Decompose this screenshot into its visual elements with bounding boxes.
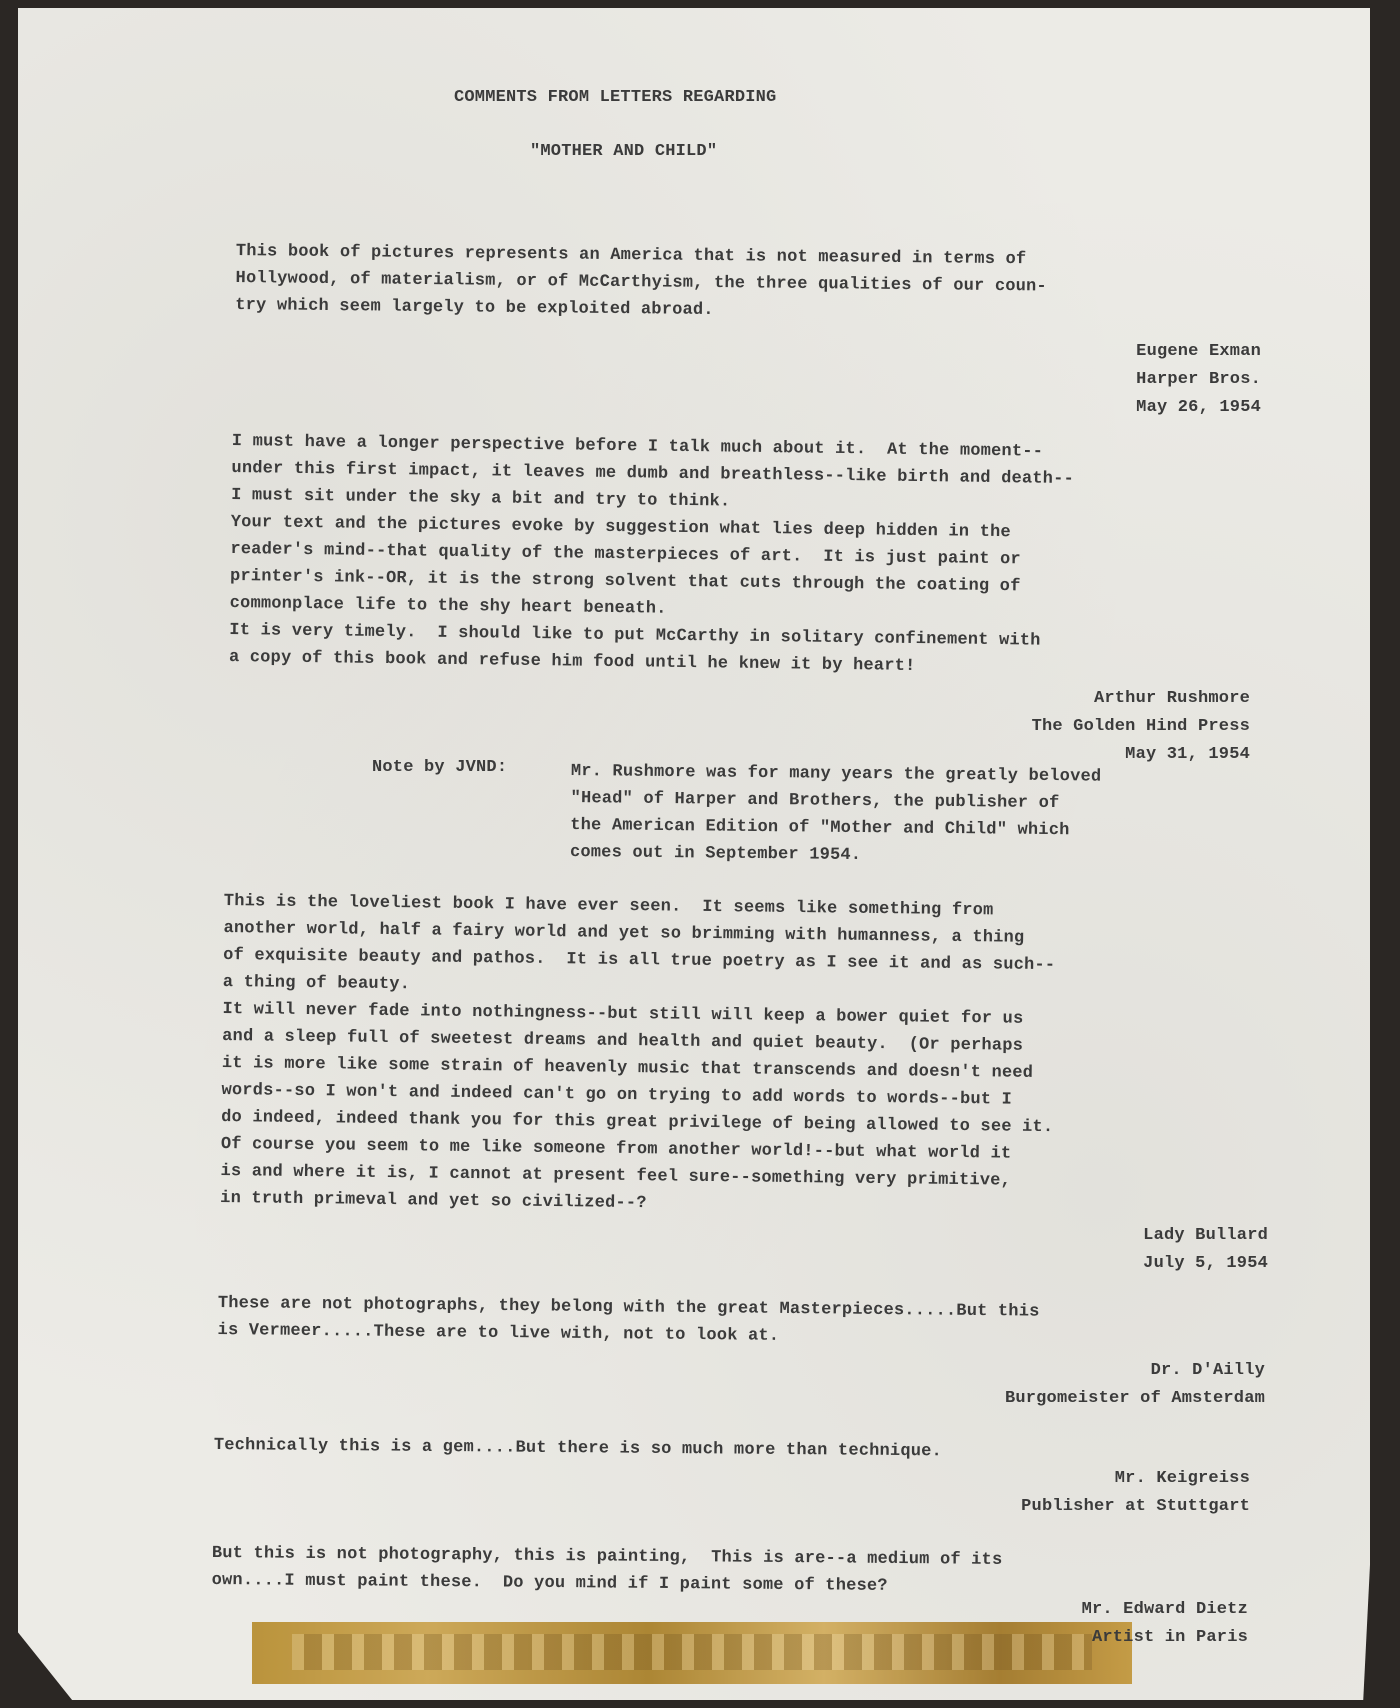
comment-dailly-text: These are not photographs, they belong with the great Masterpieces.....But this is Vermeer.....These are to live with, not to look at. [217, 1293, 1040, 1346]
comment-keigreiss-signature: Mr. Keigreiss Publisher at Stuttgart [1021, 1469, 1250, 1516]
note-text: Mr. Rushmore was for many years the greatly beloved "Head" of Harper and Brothers, the publisher of the American Edition of "Mother and Child" which comes out in September 1954. [569, 761, 1102, 866]
comment-bullard-text: This is the loveliest book I have ever seen. It seems like something from another world, half a fairy world and yet so brimming with humanness, a thing of exquisite beauty and pathos. It is all true poetry as I see it and as such-- a thing of beauty. It will never fade into nothingness--but still will keep a bower quiet for us and a sleep full of sweetest dreams and health and quiet beauty. (Or perhaps it is more like some strain of heavenly music that transcends and doesn't need words--so I won't and indeed can't go on trying to add words to words--but I do indeed, indeed thank you for this great privilege of being allowed to see it. Of course you seem to me like someone from another world!--but what world it is and where it is, I cannot at present feel sure--something very primitive, in truth primeval and yet so civilized--? [220, 891, 1056, 1214]
note-label: Note by JVND: [372, 758, 508, 777]
comment-exman-text: This book of pictures represents an America that is not measured in terms of Hollywood, of materialism, or of McCarthyism, the three qualities of our coun- try which seem largely to be exploited abroad. [235, 241, 1047, 321]
comment-dietz-text: But this is not photography, this is painting, This is are--a medium of its own....I must paint these. Do you mind if I paint some of these? [211, 1543, 1003, 1596]
comment-rushmore-signature: Arthur Rushmore The Golden Hind Press May 31, 1954 [1031, 689, 1250, 764]
document-subtitle: "MOTHER AND CHILD" [530, 142, 718, 161]
comment-dailly-signature: Dr. D'Ailly Burgomeister of Amsterdam [1004, 1361, 1265, 1408]
comment-rushmore-text: I must have a longer perspective before I talk much about it. At the moment-- under this first impact, it leaves me dumb and breathless--like birth and death-- I must sit under the sky a bit and try to think. Your text and the pictures evoke by suggestion what lies deep hidden in the reader's mind--that quality of the masterpieces of art. It is just paint or printer's ink--OR, it is the strong solvent that cuts through the coating of commonplace life to the shy heart beneath. It is very timely. I should like to put McCarthy in solitary confinement with a copy of this book and refuse him food until he knew it by heart! [228, 431, 1075, 676]
comment-exman-signature: Eugene Exman Harper Bros. May 26, 1954 [1136, 342, 1261, 417]
document-title: COMMENTS FROM LETTERS REGARDING [454, 88, 777, 107]
comment-bullard-signature: Lady Bullard July 5, 1954 [1143, 1226, 1268, 1273]
comment-dietz-signature: Mr. Edward Dietz Artist in Paris [1081, 1600, 1248, 1647]
comment-keigreiss-text: Technically this is a gem....But there is so much more than technique. [213, 1435, 943, 1462]
